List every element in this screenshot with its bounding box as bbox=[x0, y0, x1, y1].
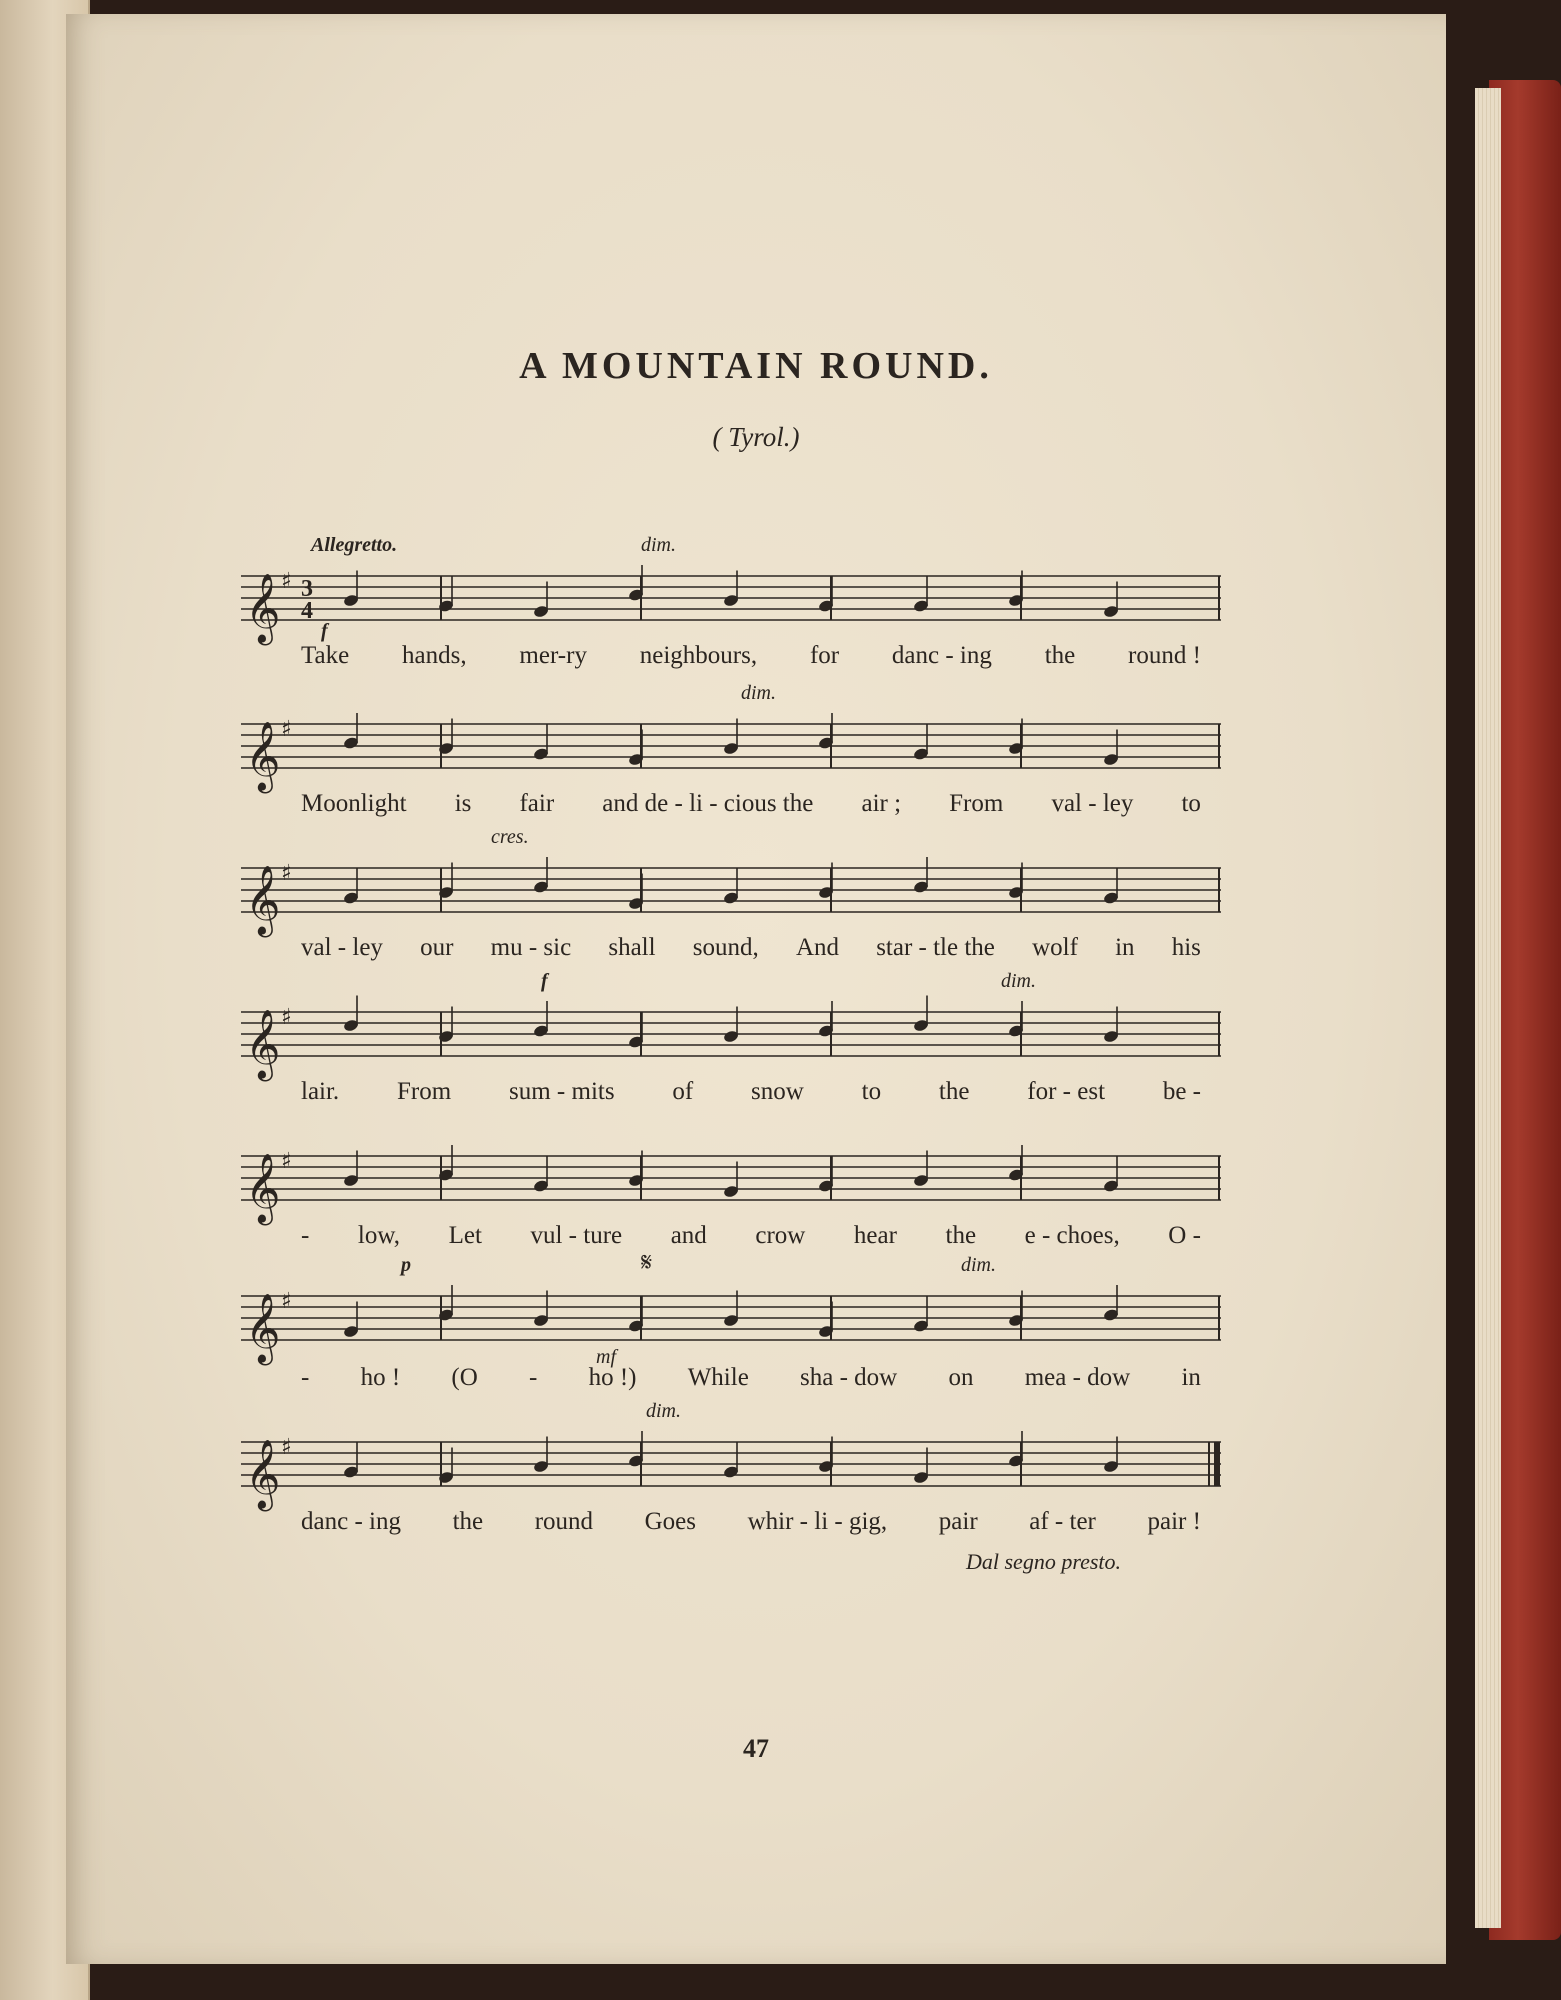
treble-clef-icon: 𝄞 bbox=[245, 1293, 281, 1363]
lyric-syllable: mu - sic bbox=[490, 934, 572, 961]
music-system-7 bbox=[241, 1400, 1221, 1550]
key-signature-sharp: ♯ bbox=[281, 1005, 292, 1030]
music-system-5 bbox=[241, 1114, 1221, 1264]
lyric-syllable: From bbox=[397, 1078, 452, 1105]
dal-segno-direction: Dal segno presto. bbox=[966, 1549, 1122, 1574]
dynamic-marking: dim. bbox=[1001, 970, 1036, 992]
dynamic-marking: f bbox=[321, 620, 328, 642]
lyrics-line-4 bbox=[241, 1078, 1221, 1112]
treble-clef-icon: 𝄞 bbox=[245, 721, 281, 791]
lyric-syllable: mea - dow bbox=[1024, 1364, 1131, 1391]
lyric-syllable: in bbox=[1115, 934, 1135, 961]
treble-clef-icon: 𝄞 bbox=[245, 865, 281, 935]
key-signature-sharp: ♯ bbox=[281, 861, 292, 886]
lyric-syllable: Moonlight bbox=[301, 790, 407, 817]
lyric-syllable: star - tle the bbox=[876, 934, 995, 961]
lyric-syllable: to bbox=[861, 1078, 882, 1105]
dynamic-marking: dim. bbox=[646, 1400, 681, 1422]
lyric-syllable: is bbox=[454, 790, 472, 817]
book-page bbox=[66, 14, 1446, 1964]
treble-clef-icon: 𝄞 bbox=[245, 1153, 281, 1223]
lyric-syllable: mer-ry bbox=[519, 642, 587, 669]
music-staff bbox=[241, 704, 1221, 791]
music-staff bbox=[241, 992, 1221, 1079]
lyrics-line-1 bbox=[241, 642, 1221, 676]
segno-sign: 𝄋 bbox=[641, 1248, 653, 1277]
lyric-syllable: for - est bbox=[1027, 1078, 1106, 1105]
lyric-syllable: wolf bbox=[1032, 934, 1078, 961]
time-signature: 3 bbox=[301, 576, 313, 602]
lyric-syllable: the bbox=[945, 1222, 977, 1249]
lyric-syllable: hands, bbox=[402, 642, 467, 669]
lyric-syllable: danc - ing bbox=[301, 1508, 401, 1535]
lyric-syllable: From bbox=[949, 790, 1004, 817]
lyric-syllable: on bbox=[948, 1364, 974, 1391]
lyric-syllable: and de - li - cious the bbox=[602, 790, 814, 817]
lyric-syllable: the bbox=[938, 1078, 970, 1105]
lyric-syllable: for bbox=[809, 642, 840, 669]
lyric-syllable: our bbox=[420, 934, 454, 961]
music-staff bbox=[241, 1136, 1221, 1223]
key-signature-sharp: ♯ bbox=[281, 1149, 292, 1174]
page-number: 47 bbox=[743, 1734, 769, 1763]
lyric-syllable: sum - mits bbox=[509, 1078, 615, 1105]
lyric-syllable: e - choes, bbox=[1024, 1222, 1120, 1249]
dynamic-marking: dim. bbox=[961, 1254, 996, 1276]
lyric-syllable: vul - ture bbox=[530, 1222, 623, 1249]
key-signature-sharp: ♯ bbox=[281, 1435, 292, 1460]
tempo-marking: Allegretto. bbox=[311, 534, 398, 556]
dynamic-marking: cres. bbox=[491, 826, 529, 848]
lyric-syllable: air ; bbox=[861, 790, 902, 817]
key-signature-sharp: ♯ bbox=[281, 569, 292, 594]
lyric-syllable: hear bbox=[853, 1222, 897, 1249]
lyric-syllable: Goes bbox=[644, 1508, 697, 1535]
lyric-syllable: whir - li - gig, bbox=[747, 1508, 888, 1535]
lyrics-line-3 bbox=[241, 934, 1221, 968]
time-signature: 4 bbox=[301, 598, 313, 624]
treble-clef-icon: 𝄞 bbox=[245, 1009, 281, 1079]
lyric-syllable: - bbox=[301, 1222, 310, 1249]
lyrics-line-6 bbox=[241, 1364, 1221, 1398]
lyric-syllable: to bbox=[1181, 790, 1201, 817]
lyric-syllable: low, bbox=[357, 1222, 401, 1249]
lyric-syllable: - bbox=[301, 1364, 310, 1391]
lyric-syllable: of bbox=[672, 1078, 694, 1105]
lyric-syllable: (O bbox=[451, 1364, 478, 1391]
lyric-syllable: shall bbox=[608, 934, 656, 961]
treble-clef-icon: 𝄞 bbox=[245, 1439, 281, 1509]
music-system-4 bbox=[241, 970, 1221, 1120]
lyric-syllable: Let bbox=[448, 1222, 482, 1249]
treble-clef-icon: 𝄞 bbox=[245, 573, 281, 643]
lyric-syllable: val - ley bbox=[301, 934, 383, 961]
lyric-syllable: pair ! bbox=[1147, 1508, 1201, 1535]
lyric-syllable: ho !) bbox=[588, 1364, 637, 1391]
lyric-syllable: af - ter bbox=[1029, 1508, 1096, 1535]
lyric-syllable: val - ley bbox=[1051, 790, 1134, 817]
lyric-syllable: crow bbox=[755, 1222, 806, 1249]
lyric-syllable: in bbox=[1181, 1364, 1201, 1391]
key-signature-sharp: ♯ bbox=[281, 717, 292, 742]
key-signature-sharp: ♯ bbox=[281, 1289, 292, 1314]
music-staff bbox=[241, 556, 1221, 643]
music-staff bbox=[241, 1422, 1221, 1509]
lyric-syllable: and bbox=[670, 1222, 707, 1249]
lyric-syllable: lair. bbox=[301, 1078, 340, 1105]
lyric-syllable: And bbox=[795, 934, 839, 961]
lyric-syllable: ho ! bbox=[360, 1364, 401, 1391]
lyric-syllable: be - bbox=[1162, 1078, 1201, 1105]
lyric-syllable: danc - ing bbox=[891, 642, 992, 669]
lyric-syllable: the bbox=[452, 1508, 484, 1535]
lyric-syllable: round ! bbox=[1128, 642, 1201, 669]
music-system-2 bbox=[241, 682, 1221, 832]
lyric-syllable: O - bbox=[1168, 1222, 1201, 1249]
lyric-syllable: While bbox=[687, 1364, 749, 1391]
dynamic-marking: dim. bbox=[741, 682, 776, 704]
lyric-syllable: - bbox=[529, 1364, 538, 1391]
lyrics-line-5 bbox=[241, 1222, 1221, 1256]
lyric-syllable: neighbours, bbox=[639, 642, 758, 669]
lyric-syllable: snow bbox=[751, 1078, 804, 1105]
music-system-1 bbox=[241, 534, 1221, 684]
dynamic-marking: mf bbox=[596, 1346, 616, 1368]
page-stack-edge bbox=[1475, 88, 1501, 1928]
song-origin: ( Tyrol.) bbox=[712, 422, 800, 452]
dynamic-marking: f bbox=[541, 970, 548, 992]
lyric-syllable: round bbox=[534, 1508, 594, 1535]
lyric-syllable: sha - dow bbox=[800, 1364, 898, 1391]
dynamic-marking: dim. bbox=[641, 534, 676, 556]
music-system-3 bbox=[241, 826, 1221, 976]
lyric-syllable: pair bbox=[938, 1508, 978, 1535]
dynamic-marking: p bbox=[401, 1254, 411, 1276]
lyric-syllable: Take bbox=[301, 642, 350, 669]
lyric-syllable: the bbox=[1044, 642, 1076, 669]
lyric-syllable: his bbox=[1171, 934, 1201, 961]
lyrics-line-2 bbox=[241, 790, 1221, 824]
music-staff bbox=[241, 848, 1221, 935]
lyric-syllable: sound, bbox=[692, 934, 759, 961]
music-system-6 bbox=[241, 1248, 1221, 1404]
song-title: A MOUNTAIN ROUND. bbox=[519, 345, 993, 387]
lyrics-line-7 bbox=[241, 1508, 1221, 1542]
lyric-syllable: fair bbox=[519, 790, 555, 817]
